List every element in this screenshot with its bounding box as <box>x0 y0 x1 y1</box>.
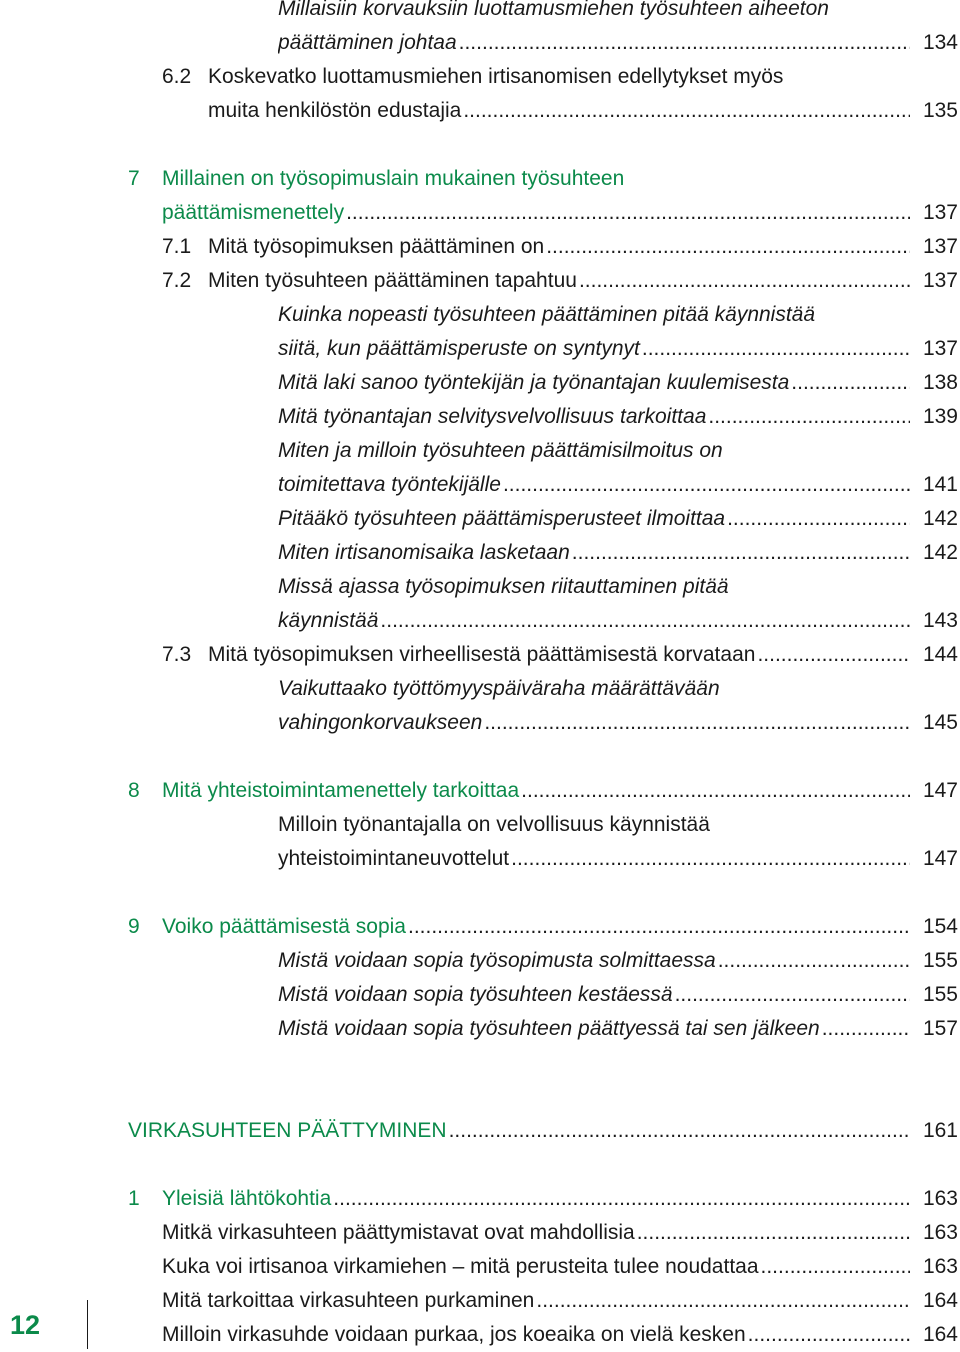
toc-line <box>0 672 960 706</box>
toc-entry <box>278 706 960 740</box>
toc-entry-number: 7.3 <box>162 643 192 666</box>
toc-entry-number: 1 <box>128 1187 140 1210</box>
dot-leader <box>511 842 910 876</box>
toc-line <box>0 468 960 502</box>
toc-entry-title: päättämismenettely <box>162 201 345 224</box>
toc-entry <box>278 842 960 876</box>
toc-entry <box>208 264 960 298</box>
toc-entry <box>278 604 960 638</box>
toc-line <box>0 332 960 366</box>
toc-entry-page: 141 <box>922 473 958 496</box>
toc-line <box>0 910 960 944</box>
toc-entry <box>278 502 960 536</box>
dot-leader <box>761 1250 910 1284</box>
toc-entry-title: Milloin virkasuhde voidaan purkaa, jos koeaika on vielä kesken <box>162 1323 746 1346</box>
dot-leader <box>546 230 910 264</box>
toc-entry <box>208 638 960 672</box>
toc-entry-title: Mistä voidaan sopia työsuhteen kestäessä <box>278 983 673 1006</box>
toc-entry <box>208 230 960 264</box>
toc-line <box>0 604 960 638</box>
toc-entry-title: Millaisiin korvauksiin luottamusmiehen työsuhteen aiheeton <box>278 0 829 20</box>
toc-line <box>0 706 960 740</box>
dot-leader <box>346 196 910 230</box>
toc-line <box>0 26 960 60</box>
toc-entry-title: Mistä voidaan sopia työsuhteen päättyessä tai sen jälkeen <box>278 1017 820 1040</box>
toc-entry <box>278 978 960 1012</box>
toc-entry-page: 137 <box>922 201 958 224</box>
dot-leader <box>333 1182 910 1216</box>
dot-leader <box>521 774 910 808</box>
toc-line <box>0 60 960 94</box>
dot-leader <box>822 1012 910 1046</box>
toc-line <box>0 842 960 876</box>
toc-entry-title: vahingonkorvaukseen <box>278 711 483 734</box>
toc-entry <box>162 1182 960 1216</box>
toc-entry-title: Millainen on työsopimuslain mukainen työsuhteen <box>162 167 625 190</box>
dot-leader <box>503 468 910 502</box>
toc-entry-page: 161 <box>922 1119 958 1142</box>
toc-entry-number: 7.1 <box>162 235 192 258</box>
dot-leader <box>718 944 910 978</box>
dot-leader <box>642 332 910 366</box>
toc-entry-page: 147 <box>922 779 958 802</box>
toc-entry <box>162 910 960 944</box>
toc-line <box>0 570 960 604</box>
toc-entry-page: 142 <box>922 541 958 564</box>
toc-entry <box>128 1114 960 1148</box>
dot-leader <box>380 604 910 638</box>
dot-leader <box>579 264 910 298</box>
toc-entry <box>278 468 960 502</box>
toc-entry-title: Mitä laki sanoo työntekijän ja työnantajan kuulemisesta <box>278 371 790 394</box>
toc-entry <box>162 1284 960 1318</box>
dot-leader <box>536 1284 910 1318</box>
toc-entry-title: Milloin työnantajalla on velvollisuus käynnistää <box>278 813 710 836</box>
toc-entry-title: Vaikuttaako työttömyyspäiväraha määrättävään <box>278 677 720 700</box>
toc-entry-title: Miten työsuhteen päättäminen tapahtuu <box>208 269 577 292</box>
toc-entry-title: siitä, kun päättämisperuste on syntynyt <box>278 337 640 360</box>
toc-entry-title: Voiko päättämisestä sopia <box>162 915 406 938</box>
toc-entry-page: 138 <box>922 371 958 394</box>
toc-entry-page: 157 <box>922 1017 958 1040</box>
dot-leader <box>484 706 910 740</box>
toc-entry-page: 155 <box>922 949 958 972</box>
toc-entry-page: 145 <box>922 711 958 734</box>
toc-entry-title: käynnistää <box>278 609 379 632</box>
toc-entry <box>162 196 960 230</box>
toc-line <box>0 1216 960 1250</box>
toc-entry-number: 7 <box>128 167 140 190</box>
toc-line <box>0 298 960 332</box>
toc-entry <box>162 1250 960 1284</box>
toc-entry-page: 137 <box>922 235 958 258</box>
toc-entry <box>278 332 960 366</box>
dot-leader <box>727 502 910 536</box>
toc-entry-title: Mitä työsopimuksen virheellisestä päättämisestä korvataan <box>208 643 756 666</box>
toc-entry-title: yhteistoimintaneuvottelut <box>278 847 510 870</box>
toc-entry-number: 7.2 <box>162 269 192 292</box>
toc-line <box>0 1284 960 1318</box>
dot-leader <box>708 400 910 434</box>
toc-line <box>0 978 960 1012</box>
toc-entry <box>162 774 960 808</box>
toc-line <box>0 1012 960 1046</box>
toc-entry-title: Mistä voidaan sopia työsopimusta solmittaessa <box>278 949 716 972</box>
toc-entry-title: Kuka voi irtisanoa virkamiehen – mitä perusteita tulee noudattaa <box>162 1255 759 1278</box>
toc-entry-title: VIRKASUHTEEN PÄÄTTYMINEN <box>128 1119 447 1142</box>
toc-line <box>0 196 960 230</box>
page-number: 12 <box>9 1310 41 1340</box>
toc-entry-page: 134 <box>922 31 958 54</box>
toc-entry-title: Pitääkö työsuhteen päättämisperusteet ilmoittaa <box>278 507 726 530</box>
toc-entry <box>278 536 960 570</box>
toc-entry-page: 154 <box>922 915 958 938</box>
toc-entry-page: 164 <box>922 1289 958 1312</box>
toc-entry-title: Mitä työsopimuksen päättäminen on <box>208 235 545 258</box>
toc-line <box>0 1318 960 1352</box>
toc-line <box>0 1250 960 1284</box>
toc-entry <box>278 944 960 978</box>
toc-entry-title: Yleisiä lähtökohtia <box>162 1187 332 1210</box>
toc-entry-title: Mitä tarkoittaa virkasuhteen purkaminen <box>162 1289 535 1312</box>
toc-line <box>0 400 960 434</box>
toc-line <box>0 230 960 264</box>
toc-line <box>0 536 960 570</box>
toc-entry-page: 163 <box>922 1221 958 1244</box>
toc-entry-title: Mitä työnantajan selvitysvelvollisuus tarkoittaa <box>278 405 707 428</box>
toc-entry-page: 163 <box>922 1255 958 1278</box>
toc-line <box>0 808 960 842</box>
toc-line <box>0 1114 960 1148</box>
toc-entry-title: muita henkilöstön edustajia <box>208 99 462 122</box>
toc-entry-title: Miten ja milloin työsuhteen päättämisilmoitus on <box>278 439 723 462</box>
toc-entry-page: 137 <box>922 269 958 292</box>
dot-leader <box>572 536 910 570</box>
toc-line <box>0 638 960 672</box>
toc-line <box>0 162 960 196</box>
toc-entry-page: 142 <box>922 507 958 530</box>
toc-entry-page: 135 <box>922 99 958 122</box>
dot-leader <box>791 366 910 400</box>
dot-leader <box>463 94 910 128</box>
toc-entry <box>278 366 960 400</box>
toc-line <box>0 264 960 298</box>
toc-entry-title: Koskevatko luottamusmiehen irtisanomisen edellytykset myös <box>208 65 784 88</box>
toc-entry-title: Missä ajassa työsopimuksen riitauttaminen pitää <box>278 575 729 598</box>
toc-line <box>0 774 960 808</box>
toc-entry-number: 6.2 <box>162 65 192 88</box>
toc-entry-title: toimitettava työntekijälle <box>278 473 501 496</box>
toc-entry-number: 8 <box>128 779 140 802</box>
toc-line <box>0 366 960 400</box>
dot-leader <box>408 910 910 944</box>
toc-entry-page: 144 <box>922 643 958 666</box>
toc-line <box>0 502 960 536</box>
dot-leader <box>449 1114 910 1148</box>
toc-entry-title: päättäminen johtaa <box>278 31 457 54</box>
dot-leader <box>748 1318 910 1352</box>
toc-entry <box>162 1318 960 1352</box>
toc-entry-page: 155 <box>922 983 958 1006</box>
toc-entry-title: Mitkä virkasuhteen päättymistavat ovat mahdollisia <box>162 1221 635 1244</box>
toc-line <box>0 1182 960 1216</box>
margin-rule <box>87 1300 88 1349</box>
toc-entry-page: 139 <box>922 405 958 428</box>
toc-entry <box>208 94 960 128</box>
toc-entry <box>278 400 960 434</box>
toc-entry <box>278 1012 960 1046</box>
toc-entry <box>162 1216 960 1250</box>
toc-line <box>0 94 960 128</box>
dot-leader <box>459 26 910 60</box>
toc-line <box>0 0 960 26</box>
toc-entry-title: Miten irtisanomisaika lasketaan <box>278 541 570 564</box>
toc-line <box>0 434 960 468</box>
toc-entry-page: 147 <box>922 847 958 870</box>
toc-entry-page: 164 <box>922 1323 958 1346</box>
toc-entry-page: 137 <box>922 337 958 360</box>
toc-entry-number: 9 <box>128 915 140 938</box>
toc-entry-title: Kuinka nopeasti työsuhteen päättäminen pitää käynnistää <box>278 303 816 326</box>
toc-entry-page: 163 <box>922 1187 958 1210</box>
toc-entry-page: 143 <box>922 609 958 632</box>
toc-entry <box>278 26 960 60</box>
dot-leader <box>757 638 910 672</box>
dot-leader <box>675 978 910 1012</box>
dot-leader <box>637 1216 910 1250</box>
toc-entry-title: Mitä yhteistoimintamenettely tarkoittaa <box>162 779 520 802</box>
toc-line <box>0 944 960 978</box>
